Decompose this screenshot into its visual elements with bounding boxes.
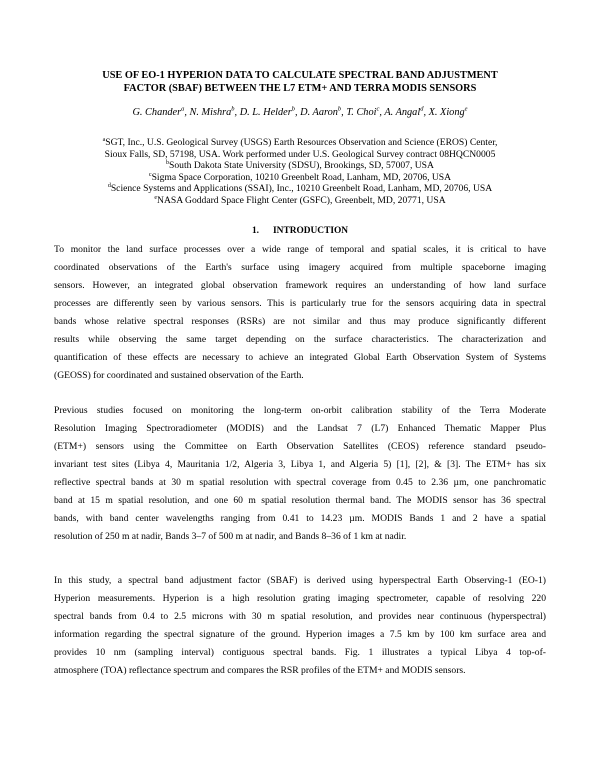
paragraph-2	[54, 402, 546, 546]
text-line: bands whose relative spectral responses (RSRs) are not similar and thus may produce significantly different	[54, 316, 546, 327]
affiliation-d: $^d$Science Systems and Applications (SSAI), Inc., 10210 Greenbelt Road, Lanham, MD, 20706, USA	[107, 183, 493, 195]
text-line: results while observing the same target depending on the surface characteristics. The characterization and	[54, 334, 546, 345]
text-line: (ETM+) sensors using the Committee on Earth Observation Satellites (CEOS) reference standard pseudo-	[54, 441, 546, 452]
text-line: resolution of 250 m at nadir, Bands 3–7 of 500 m at nadir, and Bands 8–36 of 1 km at nadir.	[54, 531, 407, 542]
affiliation-a-continued: Sioux Falls, SD, 57198, USA. Work performed under U.S. Geological Survey contract 08HQCN0005	[104, 148, 496, 160]
text-line: reflective spectral bands at 30 m spatial resolution with spectral coverage from 0.45 to 2.36 µm, one panchromatic	[54, 477, 546, 488]
title-line: FACTOR (SBAF) BETWEEN THE L7 ETM+ AND TERRA MODIS SENSORS	[123, 83, 477, 94]
author: T. Choi$^c$,	[346, 105, 385, 118]
author: D. Aaron$^b$,	[300, 105, 347, 118]
author: D. L. Helder$^b$,	[239, 105, 301, 118]
text-line: quantification of these effects are necessary to achieve an integrated Global Earth Observation System of Systems	[54, 352, 546, 363]
affiliation-e: $^e$NASA Goddard Space Flight Center (GSFC), Greenbelt, MD, 20771, USA	[154, 194, 446, 206]
affiliation-b: $^b$South Dakota State University (SDSU), Brookings, SD, 57007, USA	[166, 160, 434, 172]
paragraph-1	[54, 241, 546, 385]
affiliation-c: $^c$Sigma Space Corporation, 10210 Greenbelt Road, Lanham, MD, 20706, USA	[148, 171, 452, 183]
text-line: provides 10 nm (sampling interval) contiguous spectral bands. Fig. 1 illustrates a typical Libya 4 top-of-	[54, 647, 546, 658]
author-list	[0, 107, 600, 118]
text-line: bands, with band center wavelengths ranging from 0.41 to 14.23 µm. MODIS Bands 1 and 2 have a spatial	[54, 513, 546, 524]
text-line: atmosphere (TOA) reflectance spectrum and compares the RSR profiles of the ETM+ and MODIS sensors.	[54, 665, 466, 676]
author: A. Angal$^d$,	[384, 105, 429, 118]
text-line: invariant test sites (Libya 4, Mauritania 1/2, Algeria 3, Libya 1, and Algeria 5) [1], [2], & [3]. The ETM+ has six	[54, 459, 546, 470]
affiliation-a: $^a$SGT, Inc., U.S. Geological Survey (USGS) Earth Resources Observation and Science (EROS) Center,	[102, 136, 498, 148]
paragraph-3	[54, 572, 546, 680]
text-line: Resolution Imaging Spectroradiometer (MODIS) and the Landsat 7 (L7) Enhanced Thematic Mapper Plus	[54, 423, 546, 434]
paper-title	[60, 69, 540, 95]
text-line: processes are differently seen by various sensors. This is particularly true for the sensors acquiring data in spectral	[54, 298, 546, 309]
text-line: Hyperion measurements. Hyperion is a high resolution grating imaging spectrometer, capable of resolving 220	[54, 593, 546, 604]
text-line: spectral bands from 0.4 to 2.5 microns with 30 m spatial resolution, and provides near continuous (hyperspectral)	[54, 611, 546, 622]
section-heading: 1. INTRODUCTION	[251, 226, 349, 236]
affiliations	[0, 137, 600, 207]
title-line: USE OF EO-1 HYPERION DATA TO CALCULATE SPECTRAL BAND ADJUSTMENT	[102, 70, 498, 81]
text-line: Previous studies focused on monitoring the long-term on-orbit calibration stability of the Terra Moderate	[54, 405, 546, 416]
text-line: (GEOSS) for coordinated and sustained observation of the Earth.	[54, 370, 304, 381]
text-line: To monitor the land surface processes over a wide range of temporal and spatial scales, it is critical to have	[54, 244, 546, 255]
author: G. Chander$^a$,	[132, 105, 190, 118]
text-line: band at 15 m spatial resolution, and one 60 m spatial resolution thermal band. The MODIS sensor has 36 spectral	[54, 495, 546, 506]
text-line: In this study, a spectral band adjustment factor (SBAF) is derived using hyperspectral Earth Observing-1 (EO-1)	[54, 575, 546, 586]
text-line: coordinated observations of the Earth's surface using imagery acquired from multiple spaceborne imaging	[54, 262, 546, 273]
text-line: sensors. However, an integrated global observation framework requires an understanding of how land surface	[54, 280, 546, 291]
author: X. Xiong$^e$	[428, 105, 468, 118]
author: N. Mishra$^b$,	[189, 105, 240, 118]
text-line: information regarding the spectral signature of the ground. Hyperion images a 7.5 km by 100 km surface area and	[54, 629, 546, 640]
